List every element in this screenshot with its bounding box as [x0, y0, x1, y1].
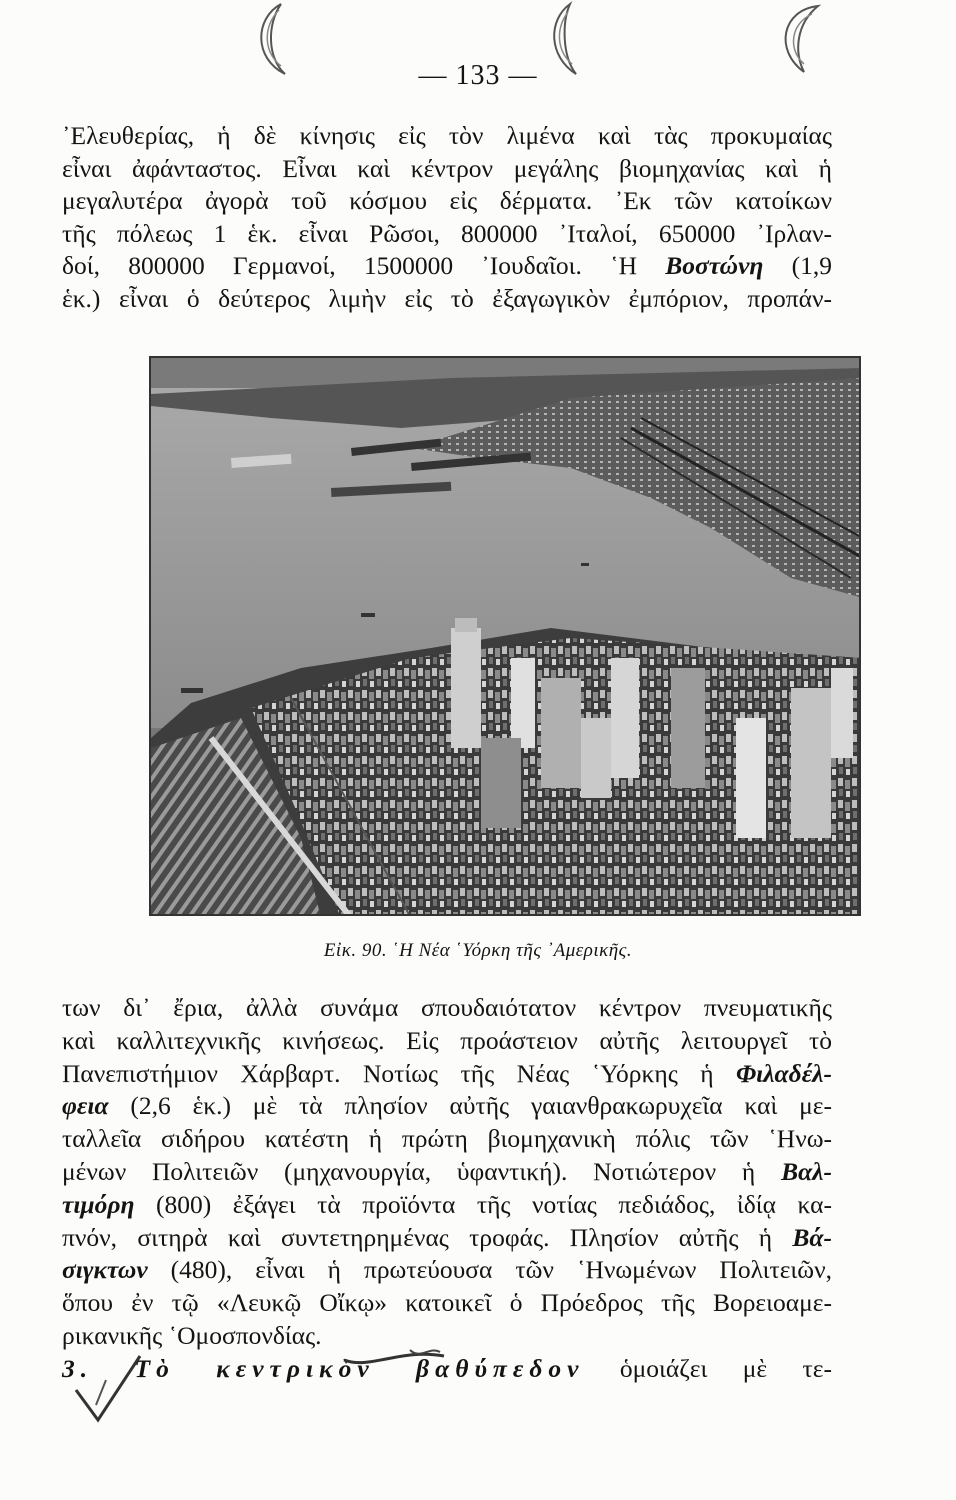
page-number: — 133 — [418, 60, 538, 91]
text-line: ρικανικῆς ῾Ομοσπονδίας. [62, 1320, 322, 1350]
section-heading-line: 3. Τὸ κεντρικὸν βαθύπεδον ὁμοιάζει μὲ τε- [62, 1353, 832, 1383]
section-heading: 3. Τὸ κεντρικὸν βαθύπεδον [62, 1353, 585, 1383]
text-line: μένων Πολιτειῶν (μηχανουργία, ὑφαντική). Νοτιώτερον ἡ Βαλ- [62, 1156, 832, 1186]
text-line: μεγαλυτέρα ἀγορὰ τοῦ κόσμου εἰς δέρματα. ᾿Εκ τῶν κατοίκων [62, 186, 832, 216]
text-line: των δι᾿ ἔρια, ἀλλὰ συνάμα σπουδαιότατον κέντρον πνευματικῆς [62, 993, 832, 1022]
text-line: σιγκτων (480), εἶναι ἡ πρωτεύουσα τῶν ῾Ηνωμένων Πολιτειῶν, [62, 1255, 832, 1285]
place-name-philadelphia: Φιλαδέλ- [736, 1058, 832, 1088]
text-line: δοί, 800000 Γερμανοί, 1500000 ᾿Ιουδαῖοι. ῾Η Βοστώνη (1,9 [62, 251, 833, 281]
text-line: καὶ καλλιτεχνικῆς κινήσεως. Εἰς προάστειον αὐτῆς λειτουργεῖ τὸ [62, 1025, 832, 1055]
aerial-photo-new-york [149, 356, 861, 916]
pencil-underline-scribble [340, 1340, 450, 1380]
text-line: ᾿Ελευθερίας, ἡ δὲ κίνησις εἰς τὸν λιμένα καὶ τὰς προκυμαίας [62, 121, 832, 150]
pencil-check-mark [66, 1350, 146, 1430]
figure-caption: Εἰκ. 90. ῾Η Νέα ῾Υόρκη τῆς ᾿Αμερικῆς. [323, 940, 633, 961]
photo-drawing [151, 358, 861, 916]
text-line: φεια (2,6 ἑκ.) μὲ τὰ πλησίον αὐτῆς γαιανθρακωρυχεῖα καὶ με- [62, 1091, 832, 1121]
text-line: εἶναι ἀφάνταστος. Εἶναι καὶ κέντρον μεγάλης βιομηχανίας καὶ ἡ [62, 153, 832, 183]
text-line: τῆς πόλεως 1 ἑκ. εἶναι Ρῶσοι, 800000 ᾿Ιταλοί, 650000 ᾿Ιρλαν- [62, 218, 832, 248]
text-line: ταλλεῖα σιδήρου κατέστη ἡ πρώτη βιομηχανικὴ πόλις τῶν ῾Ηνω- [62, 1124, 832, 1154]
place-name-washington: Βά- [792, 1222, 832, 1252]
text-line: ἑκ.) εἶναι ὁ δεύτερος λιμὴν εἰς τὸ ἐξαγωγικὸν ἐμπόριον, προπάν- [62, 283, 832, 313]
paragraph-bottom [62, 992, 832, 1386]
place-name-baltimore: Βαλ- [781, 1156, 832, 1186]
paragraph-top [62, 120, 832, 316]
text-line: Πανεπιστήμιον Χάρβαρτ. Νοτίως τῆς Νέας ῾Υόρκης ἡ Φιλαδέλ- [62, 1058, 832, 1088]
text-line: πνόν, σιτηρὰ καὶ συντετηρημένας τροφάς. Πλησίον αὐτῆς ἡ Βά- [62, 1222, 832, 1252]
text-line: τιμόρη (800) ἐξάγει τὰ προϊόντα τῆς νοτίας πεδιάδος, ἰδίᾳ κα- [62, 1189, 832, 1219]
text-line: ὅπου ἐν τῷ «Λευκῷ Οἴκῳ» κατοικεῖ ὁ Πρόεδρος τῆς Βορειοαμε- [62, 1288, 832, 1318]
place-name-boston: Βοστώνη [665, 251, 764, 281]
